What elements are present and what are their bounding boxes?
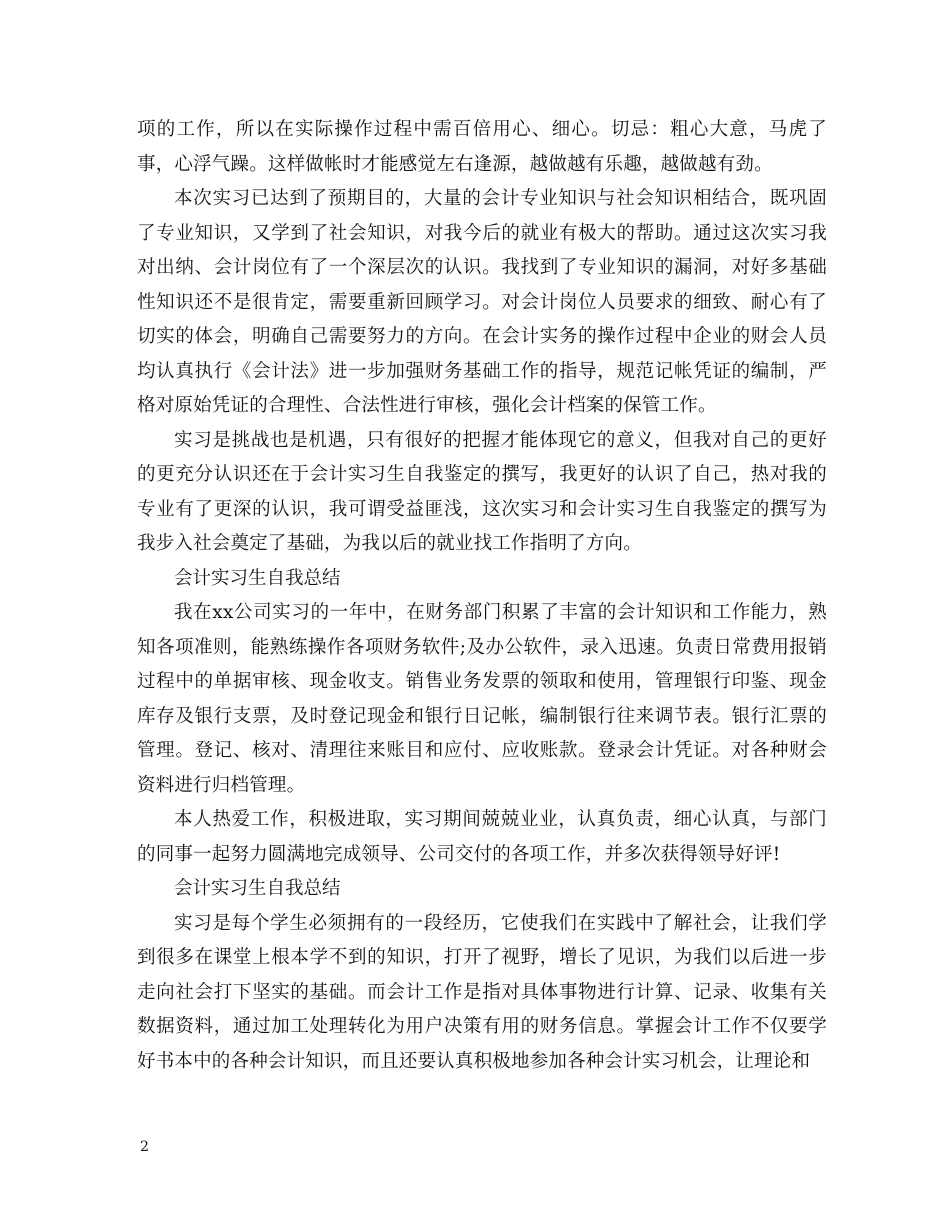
paragraph-company-internship: 我在xx公司实习的一年中，在财务部门积累了丰富的会计知识和工作能力，熟知各项准则，能熟练操作各项财务软件;及办公软件，录入迅速。负责日常费用报销过程中的单据审核、现金收支。销售业务发票的领取和使用，管理银行印鉴、现金库存及银行支票，及时登记现金和银行日记帐，编制银行往来调节表。银行汇票的管理。登记、核对、清理往来账目和应付、应收账款。登录会计凭证。对各种财会资料进行归档管理。 [137,602,827,796]
paragraph-challenge-opportunity: 实习是挑战也是机遇，只有很好的把握才能体现它的意义，但我对自己的更好的更充分认识还在于会计实习生自我鉴定的撰写，我更好的认识了自己，热对我的专业有了更深的认识，我可谓受益匪浅，这次实习和会计实习生自我鉴定的撰写为我步入社会奠定了基础，为我以后的就业找工作指明了方向。 [137,429,827,554]
document-page [137,113,827,1079]
paragraph-internship-experience: 实习是每个学生必须拥有的一段经历，它使我们在实践中了解社会，让我们学到很多在课堂上根本学不到的知识，打开了视野，增长了见识，为我们以后进一步走向社会打下坚实的基础。而会计工作是指对具体事物进行计算、记录、收集有关数据资料，通过加工处理转化为用户决策有用的财务信息。掌握会计工作不仅要学好书本中的各种会计知识，而且还要认真积极地参加各种会计实习机会，让理论和 [137,912,827,1072]
section-heading: 会计实习生自我总结 [174,878,341,899]
page-number: 2 [140,1139,149,1155]
paragraph-internship-goal: 本次实习已达到了预期目的，大量的会计专业知识与社会知识相结合，既巩固了专业知识，又学到了社会知识，对我今后的就业有极大的帮助。通过这次实习我对出纳、会计岗位有了一个深层次的认识。我找到了专业知识的漏洞，对好多基础性知识还不是很肯定，需要重新回顾学习。对会计岗位人员要求的细致、耐心有了切实的体会，明确自己需要努力的方向。在会计实务的操作过程中企业的财会人员均认真执行《会计法》进一步加强财务基础工作的指导，规范记帐凭证的编制，严格对原始凭证的合理性、合法性进行审核，强化会计档案的保管工作。 [137,188,827,416]
paragraph-continuation: 项的工作，所以在实际操作过程中需百倍用心、细心。切忌：粗心大意，马虎了事，心浮气躁。这样做帐时才能感觉左右逢源，越做越有乐趣，越做越有劲。 [137,119,827,175]
section-heading: 会计实习生自我总结 [174,567,341,589]
paragraph-work-attitude: 本人热爱工作，积极进取，实习期间兢兢业业，认真负责，细心认真，与部门的同事一起努力圆满地完成领导、公司交付的各项工作，并多次获得领导好评! [137,809,827,865]
